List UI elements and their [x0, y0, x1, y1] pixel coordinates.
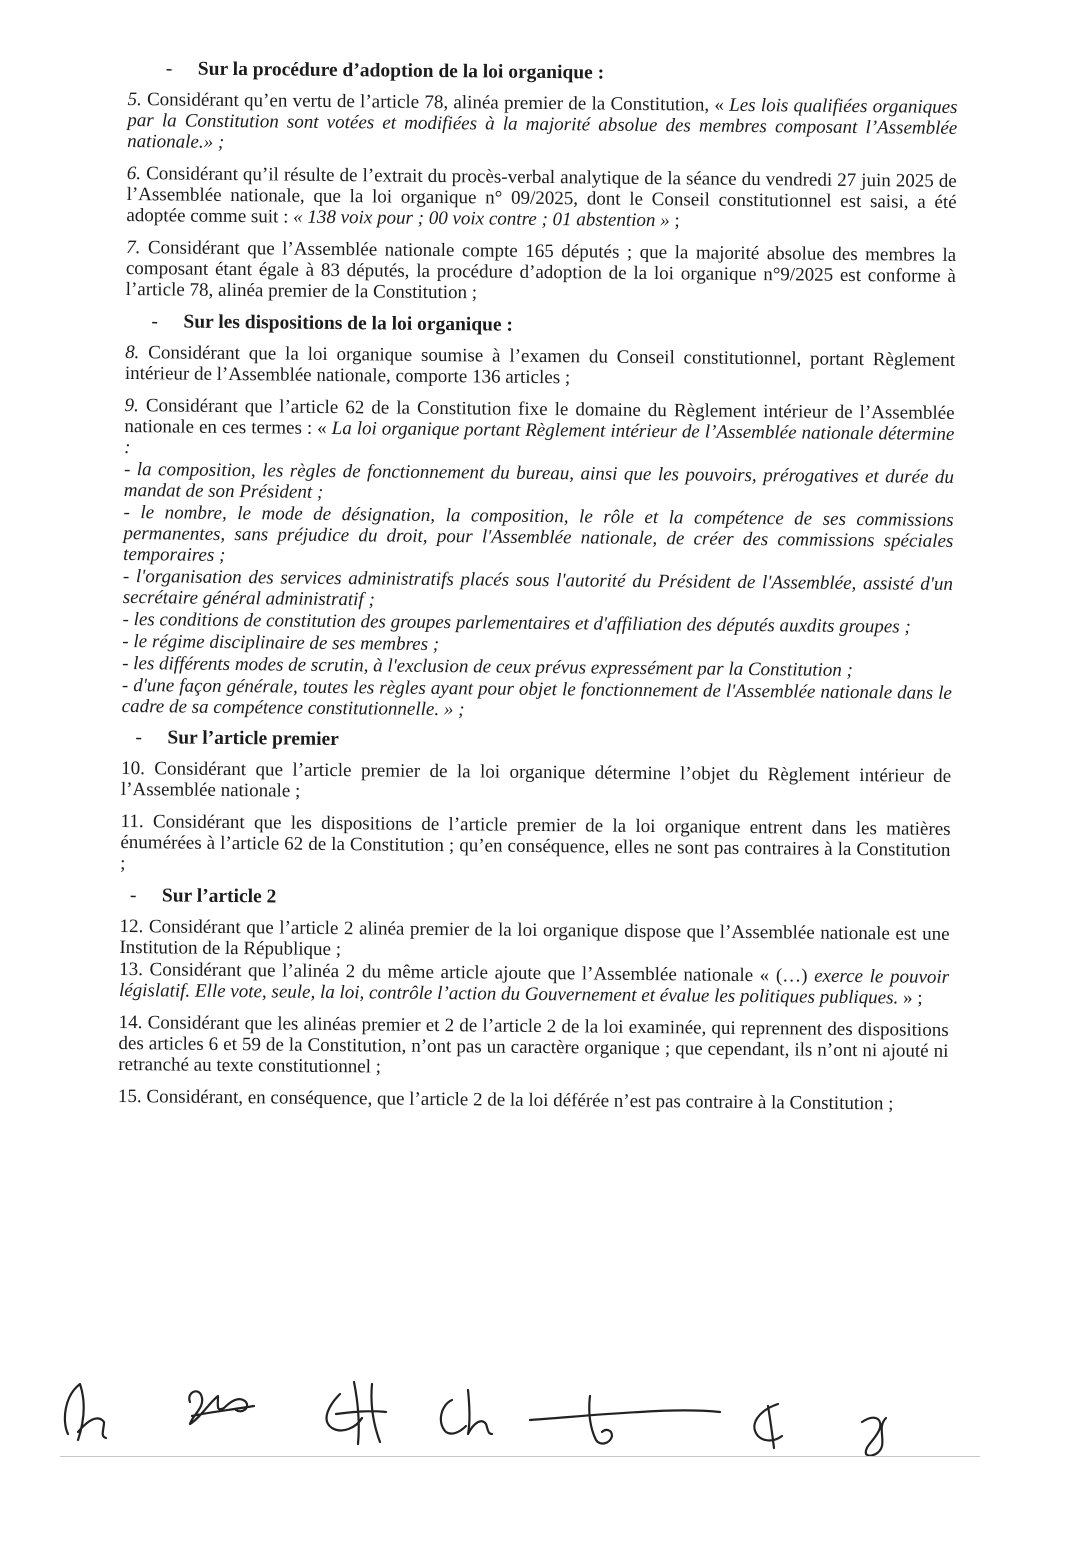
- heading-dash: -: [165, 58, 173, 80]
- heading-text: Sur la procédure d’adoption de la loi organique :: [197, 58, 605, 84]
- heading-dash: -: [151, 311, 159, 333]
- paragraph-number: 6.: [126, 162, 142, 185]
- paragraph-text: Considérant que l’article 2 alinéa premier de la loi organique dispose que l’Assemblée nationale est une Institution de la République ;: [119, 916, 950, 961]
- list-item: - le nombre, le mode de désignation, la composition, le rôle et la compétence de ses commissions permanentes, sans préjudice du droit, pour l'Assemblée nationale, de créer des commissions spéciales temporaires ;: [123, 501, 954, 566]
- initial-1: [65, 1384, 106, 1440]
- initial-7: [862, 1418, 886, 1456]
- paragraph-text: Considérant que l’Assemblée nationale compte 165 députés ; que la majorité absolue des membres la composant étant égale à 83 députés, la procédure d’adoption de la loi organique n°9/2025 est conforme à l’article 78, alinéa premier de la Constitution ;: [125, 237, 957, 304]
- paragraph-12: [119, 916, 949, 966]
- list-item: - d'une façon générale, toutes les règles ayant pour objet le fonctionnement de l'Assemblée nationale dans le cadre de sa compétence constitutionnelle. » ;: [121, 674, 952, 721]
- paragraph-10: [121, 758, 951, 808]
- paragraph-number: 14.: [118, 1011, 143, 1034]
- paragraph-11: [120, 811, 951, 882]
- heading-article-premier: [135, 727, 951, 756]
- quotation: La loi organique portant Règlement intérieur de l’Assemblée nationale détermine :: [124, 417, 955, 459]
- paragraph-6: [126, 163, 957, 234]
- heading-text: Sur l’article premier: [167, 727, 339, 751]
- heading-dispositions: [151, 311, 955, 340]
- paragraph-13: [119, 959, 949, 1009]
- paragraph-text: Considérant qu’il résulte de l’extrait du procès-verbal analytique de la séance du vendredi 27 juin 2025 de l’Assemblée nationale, que la loi organique n° 09/2025, dont le Conseil constitutionnel est saisi, a été adoptée comme suit :: [126, 163, 957, 228]
- paragraph-text: Considérant, en conséquence, que l’article 2 de la loi déférée n’est pas contraire à la Constitution ;: [141, 1086, 894, 1115]
- paragraph-text: Considérant que les dispositions de l’article premier de la loi organique entrent dans les matières énumérées à l’article 62 de la Constitution ; qu’en conséquence, elles ne sont pas contraires à la Constitution ;: [120, 811, 951, 875]
- document-body: [118, 52, 958, 1126]
- heading-text: Sur les dispositions de la loi organique :: [183, 311, 514, 336]
- paragraph-end: » ;: [898, 987, 923, 1009]
- heading-dash: -: [135, 727, 143, 749]
- heading-article-2: [130, 885, 950, 914]
- paragraph-5: [127, 89, 958, 160]
- initial-4: [441, 1390, 492, 1434]
- list-item: - les différents modes de scrutin, à l'exclusion de ceux prévus expressément par la Constitution ;: [122, 652, 854, 681]
- paragraph-text: Considérant qu’en vertu de l’article 78, alinéa premier de la Constitution, «: [141, 89, 730, 116]
- quotation: Les lois qualifiées organiques par la Constitution sont votées et modifiées à la majorité absolue des membres composant l’Assemblée nationale.» ;: [127, 94, 958, 153]
- paragraph-number: 5.: [127, 88, 142, 111]
- paragraph-number: 15.: [117, 1085, 142, 1108]
- page-bottom-rule: [60, 1456, 980, 1457]
- paragraph-9: [124, 395, 955, 466]
- initial-2: [189, 1391, 254, 1424]
- list-item: - les conditions de constitution des groupes parlementaires et d'affiliation des députés auxdits groupes ;: [122, 608, 911, 638]
- quotation: « 138 voix pour ; 00 voix contre ; 01 abstention »: [293, 206, 670, 232]
- paragraph-number: 7.: [126, 236, 141, 259]
- list-item: - la composition, les règles de fonctionnement du bureau, ainsi que les pouvoirs, prérogatives et durée du mandat de son Président ;: [123, 458, 955, 503]
- paragraph-end: ;: [669, 210, 680, 232]
- paragraph-number: 13.: [119, 958, 144, 981]
- list-item: - le régime disciplinaire de ses membres ;: [122, 630, 440, 656]
- initials-row: [40, 1362, 940, 1462]
- paragraph-number: 12.: [119, 915, 144, 938]
- paragraph-text: Considérant que la loi organique soumise à l’examen du Conseil constitutionnel, portant Règlement intérieur de l’Assemblée nationale, comporte 136 articles ;: [124, 342, 956, 389]
- heading-text: Sur l’article 2: [161, 885, 277, 908]
- paragraph-text: Considérant que l’article premier de la loi organique détermine l’objet du Règlement intérieur de l’Assemblée nationale ;: [120, 758, 952, 802]
- heading-adoption: [166, 58, 958, 87]
- paragraph-14: [118, 1012, 949, 1083]
- paragraph-number: 9.: [124, 394, 139, 417]
- paragraph-number: 10.: [121, 757, 145, 780]
- paragraph-text: Considérant que l’alinéa 2 du même article ajoute que l’Assemblée nationale « (…): [142, 959, 815, 987]
- paragraph-number: 11.: [120, 810, 144, 833]
- list-item: - l'organisation des services administratifs placés sous l'autorité du Président de l'Assemblée, assisté d'un secrétaire général administratif ;: [122, 565, 954, 611]
- initial-6: [754, 1404, 782, 1448]
- initial-3: [327, 1382, 386, 1444]
- paragraph-number: 8.: [125, 341, 140, 364]
- paragraph-15: [118, 1086, 948, 1115]
- quotation: exerce le pouvoir législatif. Elle vote, seule, la loi, contrôle l’action du Gouvernement et évalue les politiques publiques.: [118, 965, 950, 1009]
- paragraph-text: Considérant que l’article 62 de la Constitution fixe le domaine du Règlement intérieur de l’Assemblée nationale en ces termes : «: [124, 395, 955, 439]
- heading-dash: -: [129, 885, 137, 907]
- paragraph-7: [126, 237, 957, 308]
- paragraph-text: Considérant que les alinéas premier et 2 de l’article 2 de la loi examinée, qui reprennent des dispositions des articles 6 et 59 de la Constitution, n’ont pas un caractère organique ; que cependant, ils n’ont ni ajouté ni retranché au texte constitutionnel ;: [118, 1012, 949, 1078]
- paragraph-8: [125, 342, 955, 392]
- initial-5: [530, 1396, 720, 1443]
